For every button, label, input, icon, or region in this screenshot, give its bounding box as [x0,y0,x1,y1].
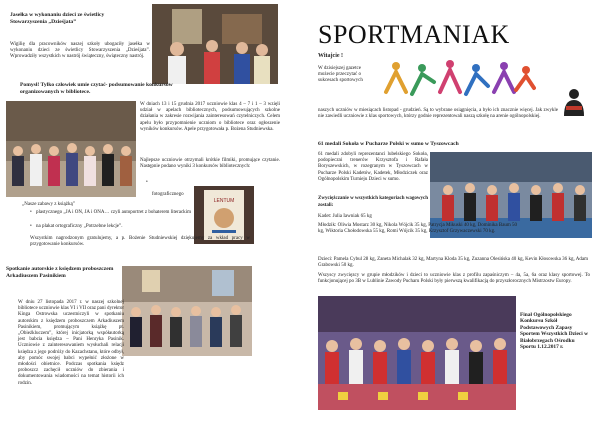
photo-library-awards [6,101,136,197]
article-text-reading-2: Najlepsze uczniowie otrzymali krótkie filmiki, promujące czytanie. Następnie podano wyniki 3 konkursów bibliotecznych: [140,158,280,170]
photo-author-meeting [122,266,252,356]
intro-short: W dzisiejszej gazetce możecie przeczytać o sukcesach sportowych [318,66,363,84]
bullet-item-3: plastycznego „JA i ON, JA i ONA… czyli autoportret z bohaterem literackim [36,210,191,215]
article-text-reading-3: Wszystkim nagrodzonym gratulujemy, a p. Bożenie Studniewskiej dziękujemy za wkład pracy w przygotowanie konkursów. [30,236,250,248]
final-caption: Finał Ogólnopolskiego Konkursu Szkół Podstawowych Zapasy Sportem Wszystkich Dzieci w Białobrzegach Ośrodku Sportu 1.12.2017 r. [520,312,589,351]
bullet-dot-3: • [30,210,32,215]
bullet-item-1: fotograficznego [152,192,184,197]
winners-dzieci: Dzieci: Pamela Cybul 28 kg, Zaneta Michalak 32 kg, Martyna Kloda 35 kg, Zuzanna Olesińska 40 kg, Kevin Kłosowska 36 kg, Adam Grabowski 50 kg. [318,257,588,269]
sports-silhouettes-illustration [376,52,536,102]
winners-heading: Zwyciężczanie w wszystkich kategoriach wagowych zostali: [318,196,428,208]
photo-nativity-play [152,4,278,84]
intro-long: naszych uczniów w miesiącach listopad - grudzień. Są to wybrane osiągnięcia, a było ich znacznie więcej. Jak zwykle nie zawiedli uczniowie z klas sportowych, którzy godnie reprezentowali naszą szkołę na arenie ogólnopolskiej. [318,108,558,120]
article-text-author-meeting: W dniu 27 listopada 2017 r. w naszej szkolnej bibliotece uczniowie klas VI i VII oraz pani dyrektor Kinga Ostrowska uczestniczyli w spotkaniu autorskim z księdzem proboszczem Arkadiuszem Pasinikiem, promującym książkę pt. „Obieżkluczem”, której inicjatorką współautorką jest babcia księdza – Pani Henryka Pasinik. Uczniowie z zainteresowaniem wysłuchali relacji księdza z jego podróży do Kazachstanu, które odbył, aby pomóc swojej babci wypełnić złożone w młodości obietnice. Podczas spotkania księdz proboszcz zachęcił uczniów do zbierania i dokumentowania wiadomości na temat historii ich rodzin. [18,300,124,386]
wrestler-icon [560,88,588,118]
winners-kadet: Kadet: Julia Iawniak 65 kg [318,214,372,219]
svg-text:LENTUM: LENTUM [213,198,235,204]
greeting: Witajcie ! [318,53,344,59]
bullet-item-2: „Nasze zabawy z książką” [22,202,75,207]
bullet-item-4: na plakat ortograficzny „Potrzebne lekcje”. [36,224,123,229]
article-heading-author-meeting: Spotkanie autorskie z księdzem proboszczem Arkadiuszem Pasinikiem [6,266,114,279]
article-text-jaselka: Wigilię dla pracowników naszej szkoły ubogaciły jasełka w wykonaniu dzieci ze świetlicy Stowarzyszenia „Dzieśjata”. Wprowadziły wszystkich w nastrój świąteczny, świąteczny nastrój. [10,42,150,60]
article-heading-sumo: 61 medali Sokoła w Pucharze Polski w sumo w Tyszowcach [318,141,459,147]
bullet-dot-1: • [146,180,148,185]
article-text-reading-1: W dniach 13 i 15 grudnia 2017 uczniowie klas 4 – 7 i 1 – 3 wzięli udział w apelach bibliotecznych, podsumowujących szkolne działania w zakresie rozwijania zainteresowań czytelniczych. Celem apelu było przypomnienie uczniom o bibliotece oraz ogłoszenie wyników konkursów. Apele przygotowała p. Bożena Studniewska. [140,102,280,132]
article-text-sumo: 61 medali zdobyli reprezentanci lubelskiego Sokoła, podopieczni trenerów Krzysztofa i Rafała Boryszewskich, w rozegranym w Tyszowcach w Pucharze Polski Kadetów, Kadetek, Młodziczek oraz Ogólnopolskim Turnieju Dzieci w sumo. [318,152,428,182]
bullet-dot-4: • [30,224,32,229]
winners-mlodzik: Młodzik: Oliwia Mostarz 30 kg, Nikola Wójcik 35 kg, Patrycja Mikuski 40 kg, Dominika Baum 50 kg, Wiktoria Chołodowska 55 kg, Romi Wójcik 35 kg, Krzysztof Grzywaczewski 70 kg. [318,223,518,235]
newsletter-title: SPORTMANIAK [318,20,510,49]
summary-text: Wszyscy zwycięzcy w grupie młodzików i dzieci to uczniowie klas z profilu zapaśniczym – 4a, 5a, 6a oraz klasy sportowej. To funkcjonującej po 3B w Lublinie Zawody Pucharu Polski były pierwszą kwalifikacją do przyszłorocznych Mistrzostw Europy. [318,273,590,285]
article-heading-jaselka: Jasełka w wykonaniu dzieci ze świetlicy Stowarzyszenia „Dzieśjata” [10,12,105,25]
photo-wrestling-final [318,296,516,410]
article-heading-reading: Pomysł! Tylko człowiek umie czytać- podsumowanie konkursów organizowanych w bibliotece. [20,82,173,95]
